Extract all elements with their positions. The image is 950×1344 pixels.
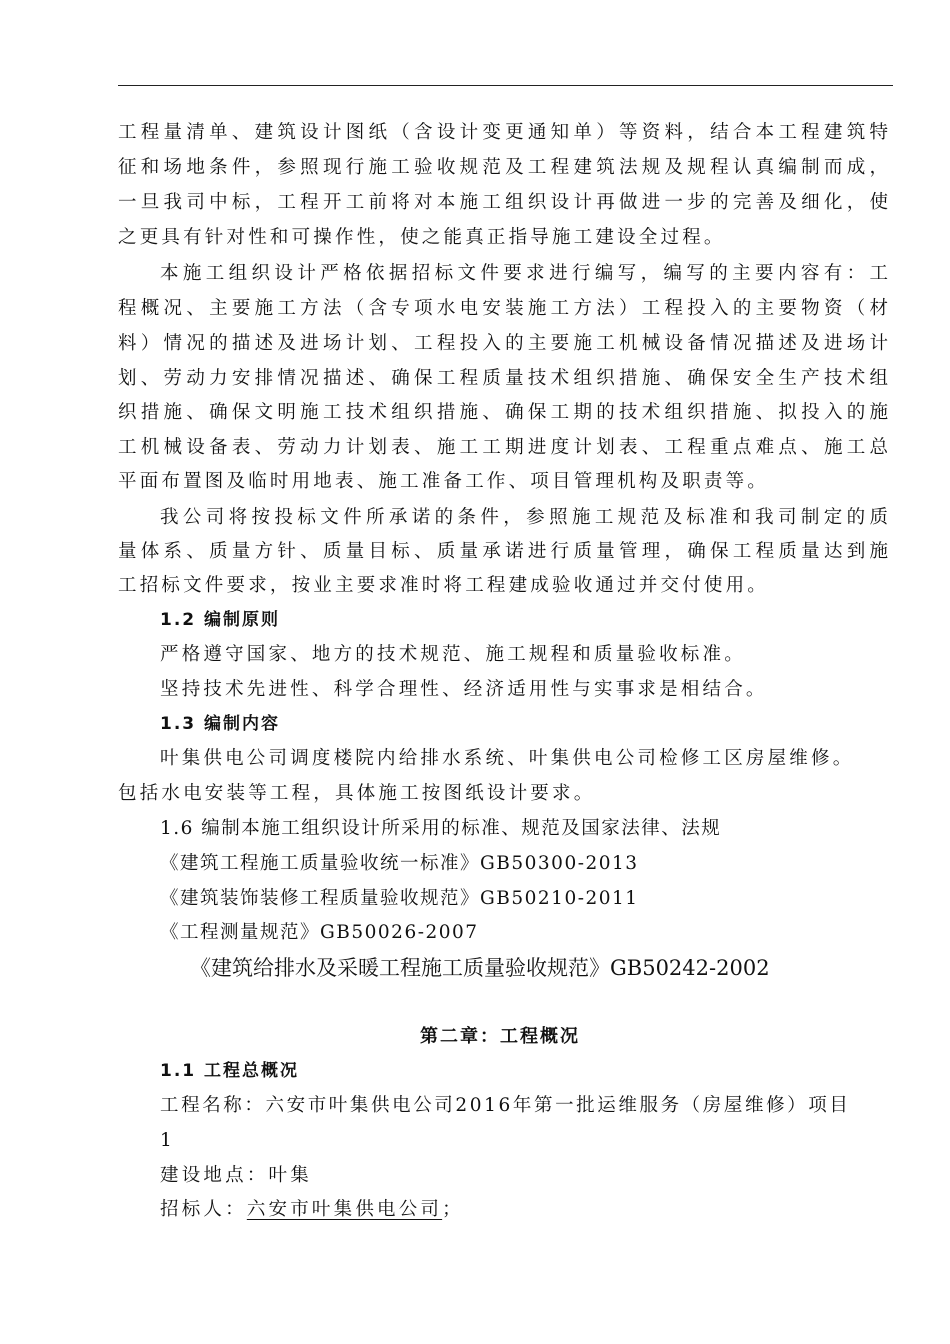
standard-1: 《建筑工程施工质量验收统一标准》GB50300-2013	[160, 853, 639, 874]
standard-4: 《建筑给排水及采暖工程施工质量验收规范》GB50242-2002	[190, 956, 770, 980]
para2-line5: 织措施、确保文明施工技术组织措施、确保工期的技术组织措施、拟投入的施	[118, 402, 888, 423]
section-1-2-heading: 1.2 编制原则	[160, 610, 281, 630]
para1-line2: 征和场地条件，参照现行施工验收规范及工程建筑法规及规程认真编制而成，	[118, 157, 888, 178]
para3-line3: 工招标文件要求，按业主要求准时将工程建成验收通过并交付使用。	[118, 575, 770, 596]
principle-2: 坚持技术先进性、科学合理性、经济适用性与实事求是相结合。	[160, 679, 768, 700]
para2-line6: 工机械设备表、劳动力计划表、施工工期进度计划表、工程重点难点、施工总	[118, 437, 888, 458]
project-name: 工程名称：六安市叶集供电公司2016年第一批运维服务（房屋维修）项目	[160, 1095, 851, 1116]
para2-line2: 程概况、主要施工方法（含专项水电安装施工方法）工程投入的主要物资（材	[118, 298, 888, 319]
project-location: 建设地点：叶集	[160, 1165, 312, 1186]
para1-line3: 一旦我司中标，工程开工前将对本施工组织设计再做进一步的完善及细化，使	[118, 192, 888, 213]
content-line2: 包括水电安装等工程，具体施工按图纸设计要求。	[118, 783, 596, 804]
para3-line1: 我公司将按投标文件所承诺的条件，参照施工规范及标准和我司制定的质	[160, 507, 888, 528]
para2-line4: 划、劳动力安排情况描述、确保工程质量技术组织措施、确保安全生产技术组	[118, 368, 888, 389]
tenderer-row	[160, 1195, 930, 1225]
section-2-1-heading: 1.1 工程总概况	[160, 1061, 300, 1081]
standard-2: 《建筑装饰装修工程质量验收规范》GB50210-2011	[160, 888, 639, 909]
tenderer-label: 招标人：	[160, 1199, 247, 1220]
section-1-3-heading: 1.3 编制内容	[160, 714, 281, 734]
header-rule	[118, 85, 893, 86]
para1-line1: 工程量清单、建筑设计图纸（含设计变更通知单）等资料，结合本工程建筑特	[118, 122, 888, 143]
content-line1: 叶集供电公司调度楼院内给排水系统、叶集供电公司检修工区房屋维修。	[160, 748, 855, 769]
para2-line1: 本施工组织设计严格依据招标文件要求进行编写，编写的主要内容有：工	[160, 263, 888, 284]
principle-1: 严格遵守国家、地方的技术规范、施工规程和质量验收标准。	[160, 644, 746, 665]
para3-line2: 量体系、质量方针、质量目标、质量承诺进行质量管理，确保工程质量达到施	[118, 541, 888, 562]
standard-3: 《工程测量规范》GB50026-2007	[160, 922, 479, 943]
section-1-6-heading: 1.6 编制本施工组织设计所采用的标准、规范及国家法律、法规	[160, 818, 722, 839]
chapter-2-title: 第二章：工程概况	[420, 1026, 580, 1047]
para1-line4: 之更具有针对性和可操作性，使之能真正指导施工建设全过程。	[118, 227, 726, 248]
tenderer-value: 六安市叶集供电公司	[246, 1199, 443, 1220]
para2-line3: 料）情况的描述及进场计划、工程投入的主要施工机械设备情况描述及进场计	[118, 333, 888, 354]
para2-line7: 平面布置图及临时用地表、施工准备工作、项目管理机构及职责等。	[118, 471, 770, 492]
tenderer-end: ；	[442, 1199, 464, 1220]
project-name-tail: 1	[160, 1130, 175, 1151]
